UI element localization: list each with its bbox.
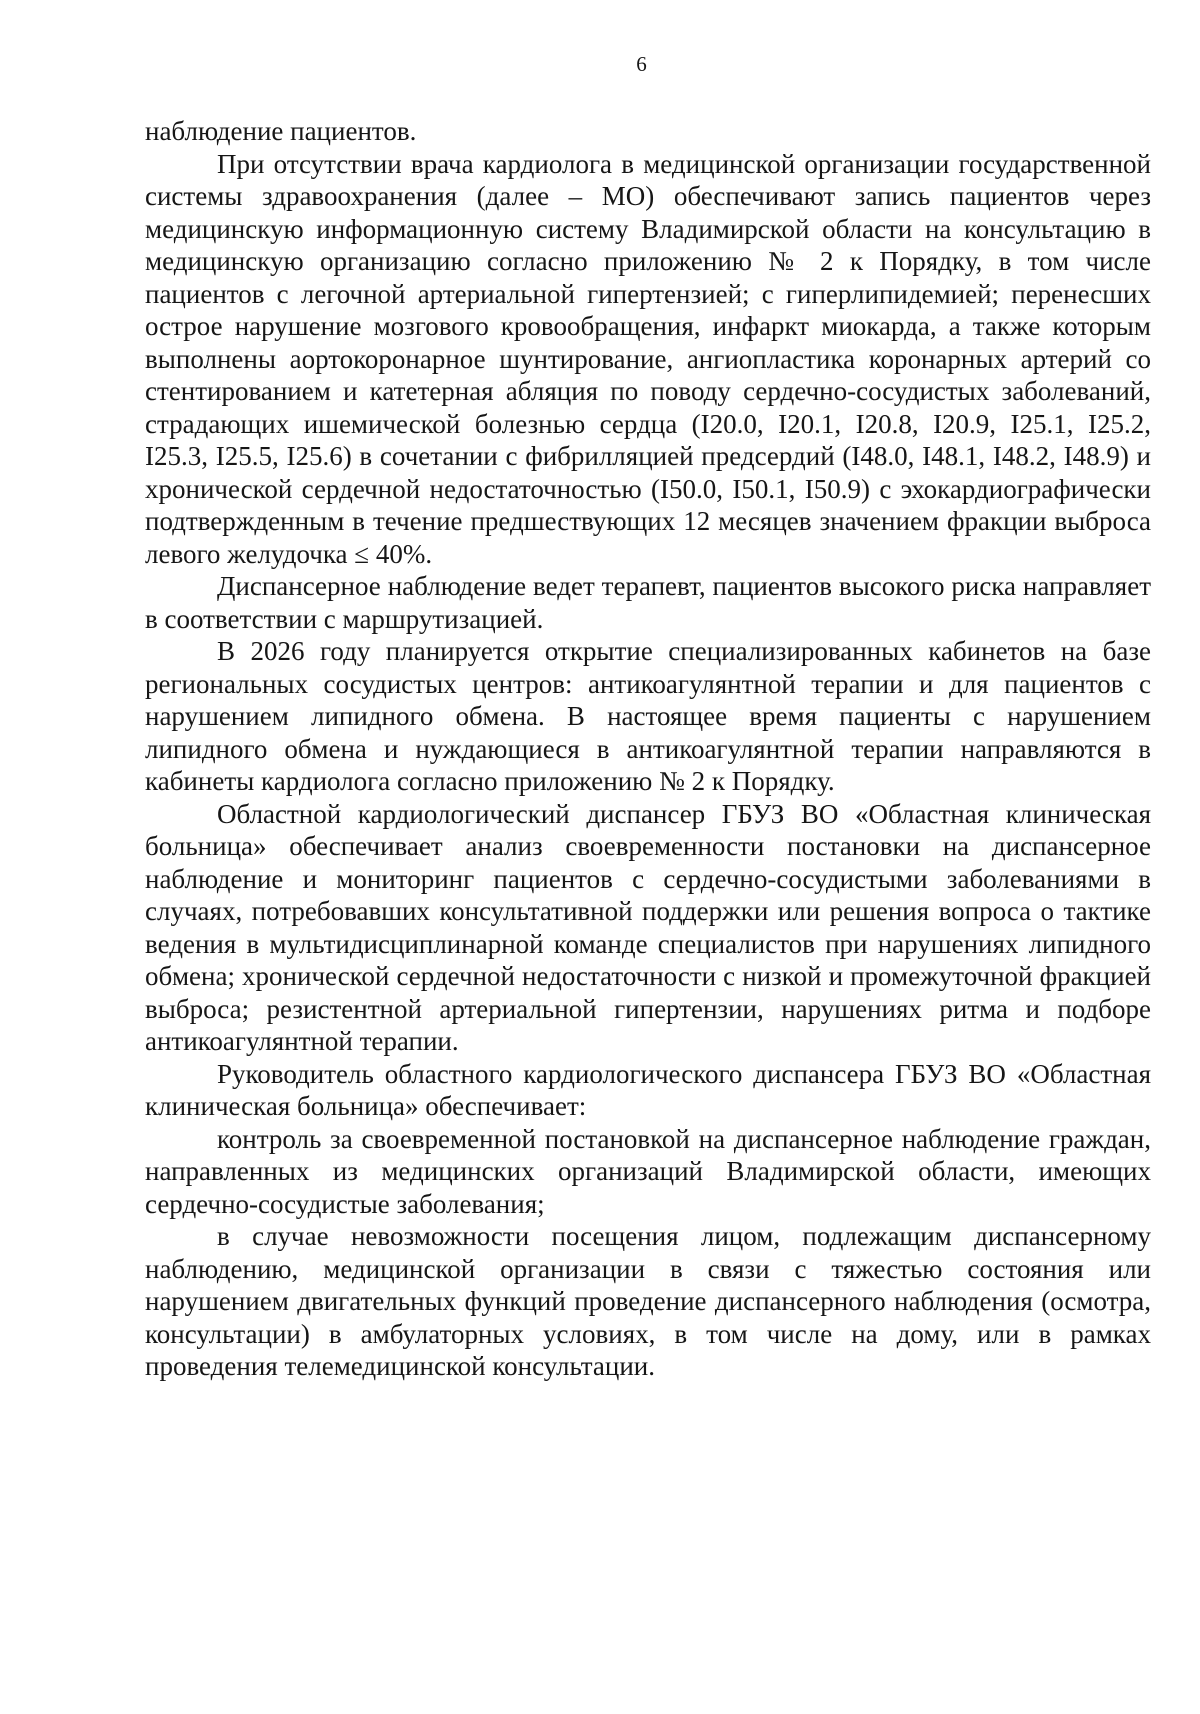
- page-number: 6: [636, 52, 647, 76]
- paragraph-specialized-offices-2026: В 2026 году планируется открытие специализированных кабинетов на базе региональных сосудистых центров: антикоагулянтной терапии и для пациентов с нарушением липидного обмена. В настоящее время пациенты с нарушением липидного обмена и нуждающиеся в антикоагулянтной терапии направляются в кабинеты кардиолога согласно приложению № 2 к Порядку.: [145, 636, 1151, 796]
- document-body: [145, 115, 1151, 1383]
- paragraph-continuation: наблюдение пациентов.: [145, 116, 417, 146]
- paragraph-home-telemedicine: в случае невозможности посещения лицом, подлежащим диспансерному наблюдению, медицинской организации в связи с тяжестью состояния или нарушением двигательных функций проведение диспансерного наблюдения (осмотра, консультации) в амбулаторных условиях, в том числе на дому, или в рамках проведения телемедицинской консультации.: [145, 1221, 1151, 1381]
- paragraph-therapist-observation: Диспансерное наблюдение ведет терапевт, пациентов высокого риска направляет в соответствии с маршрутизацией.: [145, 571, 1151, 634]
- paragraph-control-registration: контроль за своевременной постановкой на диспансерное наблюдение граждан, направленных из медицинских организаций Владимирской области, имеющих сердечно-сосудистые заболевания;: [145, 1123, 1151, 1219]
- paragraph-regional-dispensary: Областной кардиологический диспансер ГБУЗ ВО «Областная клиническая больница» обеспечивает анализ своевременности постановки на диспансерное наблюдение и мониторинг пациентов с сердечно-сосудистыми заболеваниями в случаях, потребовавших консультативной поддержки или решения вопроса о тактике ведения в мультидисциплинарной команде специалистов при нарушениях липидного обмена; хронической сердечной недостаточности с низкой и промежуточной фракцией выброса; резистентной артериальной гипертензии, нарушениях ритма и подборе антикоагулянтной терапии.: [145, 798, 1151, 1056]
- paragraph-cardiologist-absence: При отсутствии врача кардиолога в медицинской организации государственной системы здравоохранения (далее – МО) обеспечивают запись пациентов через медицинскую информационную систему Владимирской области на консультацию в медицинскую организацию согласно приложению № 2 к Порядку, в том числе пациентов с легочной артериальной гипертензией; с гиперлипидемией; перенесших острое нарушение мозгового кровообращения, инфаркт миокарда, а также которым выполнены аортокоронарное шунтирование, ангиопластика коронарных артерий со стентированием и катетерная абляция по поводу сердечно-сосудистых заболеваний, страдающих ишемической болезнью сердца (I20.0, I20.1, I20.8, I20.9, I25.1, I25.2, I25.3, I25.5, I25.6) в сочетании с фибрилляцией предсердий (I48.0, I48.1, I48.2, I48.9) и хронической сердечной недостаточностью (I50.0, I50.1, I50.9) с эхокардиографически подтвержденным в течение предшествующих 12 месяцев значением фракции выброса левого желудочка ≤ 40%.: [145, 148, 1151, 569]
- paragraph-head-responsibilities: Руководитель областного кардиологического диспансера ГБУЗ ВО «Областная клиническая больница» обеспечивает:: [145, 1058, 1151, 1121]
